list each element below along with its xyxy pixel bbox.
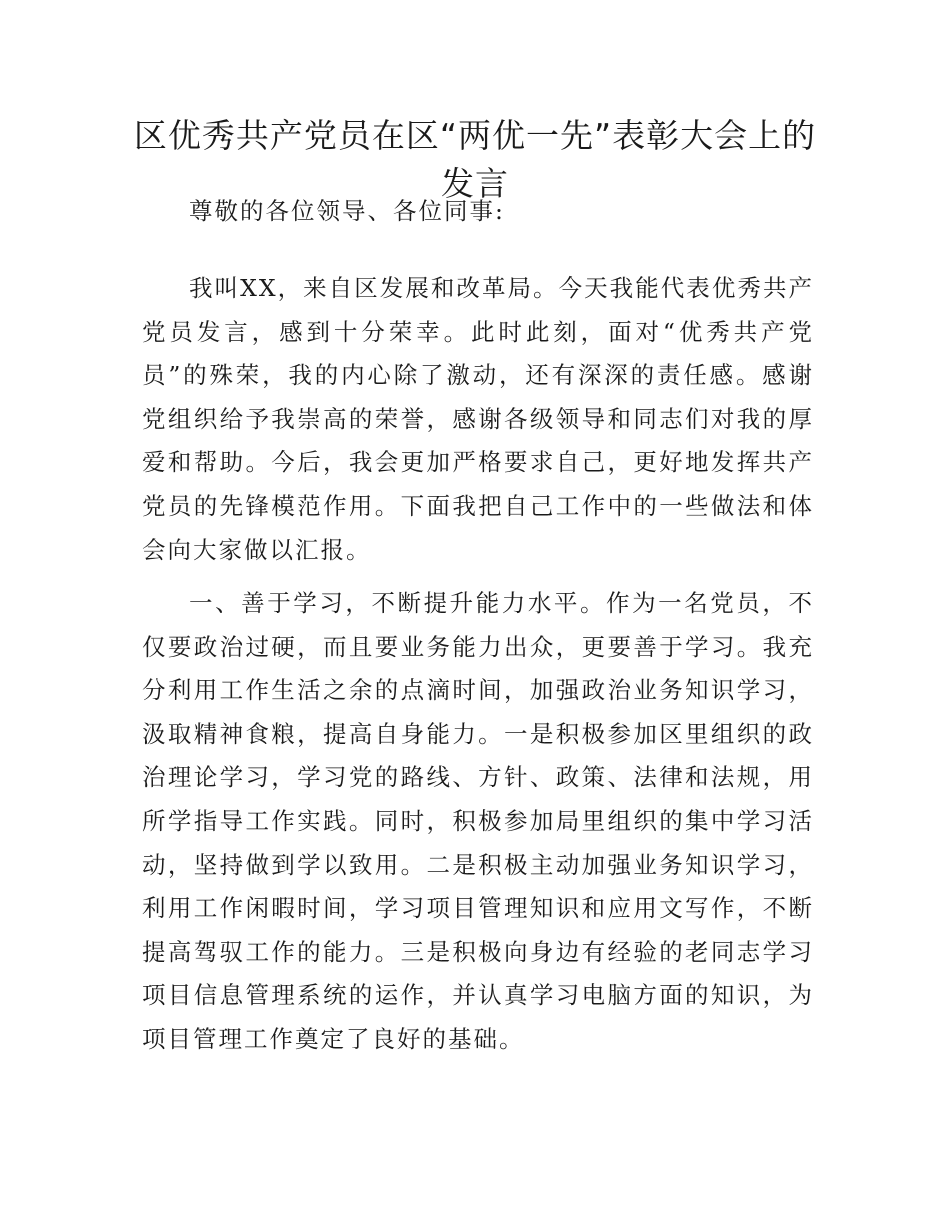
section-one-paragraph: 一、善于学习，不断提升能力水平。作为一名党员，不仅要政治过硬，而且要业务能力出众，更要善于学习。我充分利用工作生活之余的点滴时间，加强政治业务知识学习，汲取精神食粮，提高自身能力。一是积极参加区里组织的政治理论学习，学习党的路线、方针、政策、法律和法规，用所学指导工作实践。同时，积极参加局里组织的集中学习活动，坚持做到学以致用。二是积极主动加强业务知识学习，利用工作闲暇时间，学习项目管理知识和应用文写作，不断提高驾驭工作的能力。三是积极向身边有经验的老同志学习项目信息管理系统的运作，并认真学习电脑方面的知识，为项目管理工作奠定了良好的基础。 <box>142 589 814 1053</box>
intro-paragraph: 我叫XX，来自区发展和改革局。今天我能代表优秀共产党员发言，感到十分荣幸。此时此刻，面对“优秀共产党员”的殊荣，我的内心除了激动，还有深深的责任感。感谢党组织给予我崇高的荣誉，感谢各级领导和同志们对我的厚爱和帮助。今后，我会更加严格要求自己，更好地发挥共产党员的先锋模范作用。下面我把自己工作中的一些做法和体会向大家做以汇报。 <box>142 274 814 564</box>
document-title: 区优秀共产党员在区“两优一先”表彰大会上的发言 <box>133 116 817 203</box>
salutation-paragraph: 尊敬的各位领导、各位同事: <box>189 197 505 225</box>
